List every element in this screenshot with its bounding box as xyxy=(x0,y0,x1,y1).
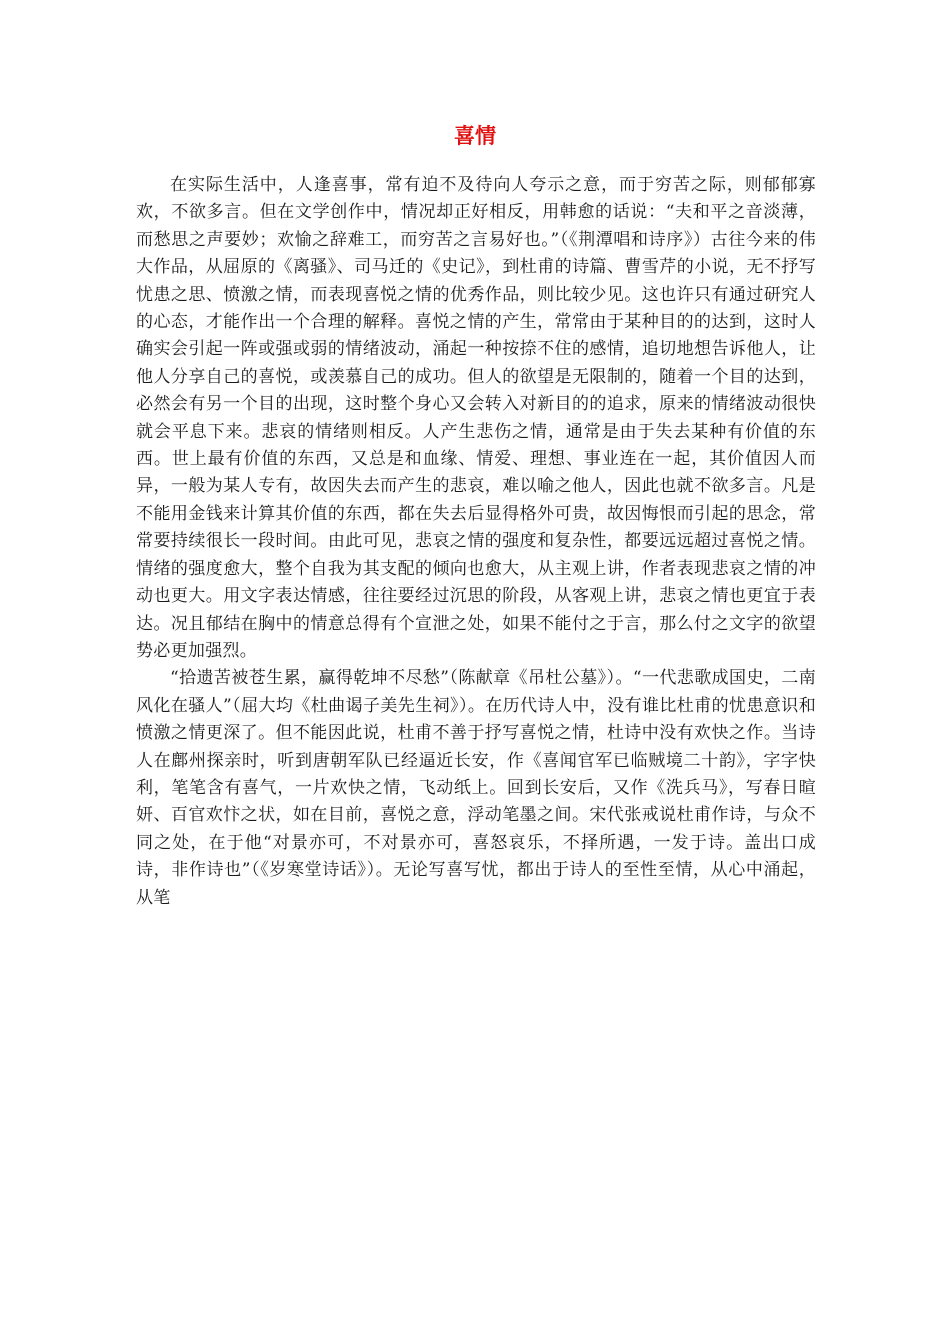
document-title: 喜情 xyxy=(454,124,496,148)
paragraph-2: “拾遗苦被苍生累，赢得乾坤不尽愁”（陈献章《吊杜公墓》）。“一代悲歌成国史，二南风化在骚人”（屈大均《杜曲谒子美先生祠》）。在历代诗人中，没有谁比杜甫的忧患意识和愤激之情更深了。但不能因此说，杜甫不善于抒写喜悦之情，杜诗中没有欢快之作。当诗人在鄜州探亲时，听到唐朝军队已经逼近长安，作《喜闻官军已临贼境二十韵》，字字快利，笔笔含有喜气，一片欢快之情，飞动纸上。回到长安后，又作《洗兵马》，写春日暄妍、百官欢忭之状，如在目前，喜悦之意，浮动笔墨之间。宋代张戒说杜甫作诗，与众不同之处，在于他“对景亦可，不对景亦可，喜怒哀乐，不择所遇，一发于诗。盖出口成诗，非作诗也”（《岁寒堂诗话》）。无论写喜写忧，都出于诗人的至性至情，从心中涌起，从笔 xyxy=(136,668,816,908)
document-body xyxy=(136,172,816,912)
paragraph-1: 在实际生活中，人逢喜事，常有迫不及待向人夸示之意，而于穷苦之际，则郁郁寡欢，不欲多言。但在文学创作中，情况却正好相反，用韩愈的话说：“夫和平之音淡薄，而愁思之声要妙；欢愉之辞难工，而穷苦之言易好也。”（《荆潭唱和诗序》）古往今来的伟大作品，从屈原的《离骚》、司马迁的《史记》，到杜甫的诗篇、曹雪芹的小说，无不抒写忧患之思、愤激之情，而表现喜悦之情的优秀作品，则比较少见。这也许只有通过研究人的心态，才能作出一个合理的解释。喜悦之情的产生，常常由于某种目的的达到，这时人确实会引起一阵或强或弱的情绪波动，涌起一种按捺不住的感情，追切地想告诉他人，让他人分享自己的喜悦，或羡慕自己的成功。但人的欲望是无限制的，随着一个目的达到，必然会有另一个目的出现，这时整个身心又会转入对新目的的追求，原来的情绪波动很快就会平息下来。悲哀的情绪则相反。人产生悲伤之情，通常是由于失去某种有价值的东西。世上最有价值的东西，又总是和血缘、情爱、理想、事业连在一起，其价值因人而异，一般为某人专有，故因失去而产生的悲哀，难以喻之他人，因此也就不欲多言。凡是不能用金钱来计算其价值的东西，都在失去后显得格外可贵，故因悔恨而引起的思念，常常要持续很长一段时间。由此可见，悲哀之情的强度和复杂性，都要远远超过喜悦之情。情绪的强度愈大，整个自我为其支配的倾向也愈大，从主观上讲，作者表现悲哀之情的冲动也更大。用文字表达情感，往往要经过沉思的阶段，从客观上讲，悲哀之情也更宜于表达。况且郁结在胸中的情意总得有个宣泄之处，如果不能付之于言，那么付之文字的欲望势必更加强烈。 xyxy=(136,175,816,661)
